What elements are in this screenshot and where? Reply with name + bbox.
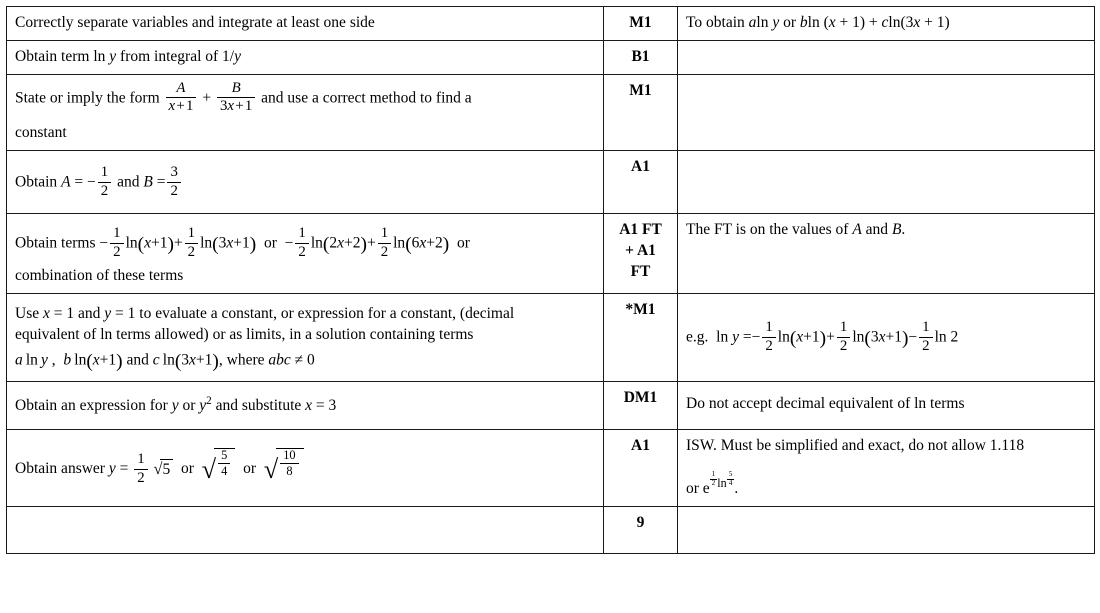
mark-cell [604, 430, 678, 507]
total-mark-cell [604, 507, 678, 554]
table-row-total [7, 507, 1095, 554]
mark-label-1: A1 FT [619, 221, 662, 239]
answer-text: State or imply the form [15, 89, 160, 107]
fraction-one-half: $\frac{1}{2}$ [98, 165, 111, 199]
mark-cell [604, 214, 678, 294]
mark-label: *M1 [625, 301, 656, 319]
answer-text: Correctly separate variables and integrate at least one side [15, 14, 375, 31]
table-row [7, 214, 1095, 294]
sqrt-ten-eighths: √ $\frac{10}{8}$ [264, 448, 304, 487]
mark-cell [604, 40, 678, 74]
table-row [7, 382, 1095, 430]
answer-or-2: or [456, 234, 470, 252]
guidance-text: Do not accept decimal equivalent of ln terms [686, 395, 965, 413]
sqrt-five-fourths: √ $\frac{5}{4}$ [202, 448, 236, 487]
total-mark-label: 9 [636, 514, 645, 532]
answer-text-2: combination of these terms [15, 267, 184, 285]
mark-label-3: FT [630, 263, 651, 281]
answer-text: Obtain terms [15, 234, 96, 252]
answer-text: Obtain answer [15, 460, 105, 478]
table-row [7, 74, 1095, 150]
table-row [7, 150, 1095, 213]
guidance-text: The FT is on the values of [686, 221, 853, 239]
mark-cell [604, 150, 678, 213]
guidance-prefix: e.g. [686, 328, 709, 346]
guidance-cell [678, 150, 1095, 213]
answer-cell [7, 7, 604, 41]
table-row [7, 430, 1095, 507]
mark-scheme-sheet [0, 6, 1100, 613]
guidance-cell [678, 382, 1095, 430]
mark-label: M1 [629, 14, 652, 31]
mark-cell [604, 74, 678, 150]
fraction-three-halves: $\frac{3}{2}$ [167, 165, 180, 199]
answer-or-1: or [180, 460, 194, 478]
answer-cell: State or imply the form $\frac{A}{x + 1}$ + $\frac{B}{3x + 1}$ and use a correct method to find a constant [7, 74, 604, 150]
answer-text-2: and use a correct method to find a [261, 89, 472, 107]
answer-cell-empty [7, 507, 604, 554]
answer-text-3: constant [15, 124, 67, 142]
mark-scheme-table [6, 6, 1095, 554]
guidance-cell: e.g. ln y =− $\frac{1}{2}$ ln(x+1)+ $\frac{1}{2}$ ln(3x+1)− $\frac{1}{2}$ ln 2 [678, 294, 1095, 382]
answer-or-1: or [263, 234, 277, 252]
answer-cell: Obtain A = − $\frac{1}{2}$ and B = $\frac{3}{2}$ [7, 150, 604, 213]
mark-label: A1 [631, 437, 650, 455]
answer-text: Obtain [15, 173, 58, 191]
mark-label: DM1 [623, 389, 658, 407]
table-row [7, 294, 1095, 382]
answer-or-2: or [243, 460, 256, 478]
mark-label-2: + A1 [625, 242, 656, 260]
fraction-a-over-x-plus-1: $\frac{A}{x + 1}$ [166, 81, 197, 115]
table-row [7, 40, 1095, 74]
guidance-cell [678, 40, 1095, 74]
answer-cell: Obtain an expression for y or $y^2$ and substitute x = 3 [7, 382, 604, 430]
guidance-cell [678, 74, 1095, 150]
fraction-b-over-3x-plus-1: $\frac{B}{3x + 1}$ [217, 81, 255, 115]
table-row [7, 7, 1095, 41]
answer-cell: Obtain answer y = $\frac{1}{2}$ √5 or √ $\frac{5}{4}$ or √ $\frac{10}{8}$ [7, 430, 604, 507]
answer-text-2: equivalent of ln terms allowed) or as limits, in a solution containing terms [15, 326, 474, 344]
answer-cell: Obtain terms − $\frac{1}{2}$ ln(x+1)+ $\frac{1}{2}$ ln(3x+1) or − $\frac{1}{2}$ ln(2x+2)+ $\frac{1}{2}$ ln(6x+2) or combination of these terms [7, 214, 604, 294]
guidance-cell: To obtain aln y or bln (x + 1) + cln(3x + 1) [678, 7, 1095, 41]
sqrt-5: √5 [154, 459, 174, 481]
guidance-text-1: ISW. Must be simplified and exact, do not allow 1.118 [686, 437, 1025, 455]
guidance-cell: The FT is on the values of A and B. [678, 214, 1095, 294]
mark-label: M1 [629, 81, 652, 99]
mark-label: A1 [631, 157, 650, 175]
answer-cell: Obtain term ln y from integral of 1/y [7, 40, 604, 74]
mark-cell [604, 7, 678, 41]
answer-and: and [117, 173, 140, 191]
mark-label: B1 [631, 47, 650, 65]
guidance-cell: ISW. Must be simplified and exact, do not allow 1.118 or e $^{\frac{1}{2} ln \frac{5}{4}}$ . [678, 430, 1095, 507]
guidance-cell-empty [678, 507, 1095, 554]
mark-cell [604, 294, 678, 382]
guidance-text-3: . [734, 480, 739, 498]
guidance-text-2: or e [686, 480, 710, 498]
answer-cell: Use x = 1 and y = 1 to evaluate a constant, or expression for a constant, (decimal equivalent of ln terms allowed) or as limits, in a solution containing terms a ln y , b ln(x+1) and c ln(3x+1), where abc ≠ 0 [7, 294, 604, 382]
mark-cell [604, 382, 678, 430]
